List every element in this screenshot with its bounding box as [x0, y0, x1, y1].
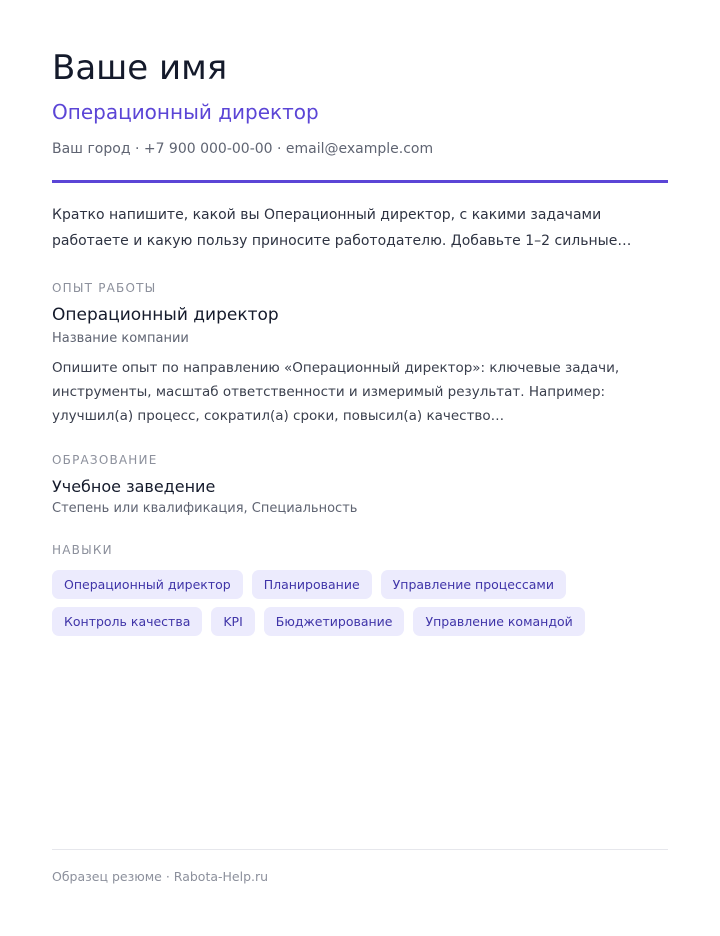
- experience-heading: ОПЫТ РАБОТЫ: [52, 281, 157, 295]
- education-heading: ОБРАЗОВАНИЕ: [52, 453, 158, 467]
- target-position: Операционный директор: [52, 100, 319, 124]
- skill-tag: Планирование: [252, 570, 372, 599]
- company-name: Название компании: [52, 331, 189, 346]
- education-school: Учебное заведение: [52, 477, 216, 496]
- footer-divider: [52, 849, 668, 850]
- skill-tag: Управление командой: [413, 607, 584, 636]
- job-title: Операционный директор: [52, 305, 279, 325]
- footer-note: Образец резюме · Rabota-Help.ru: [52, 869, 269, 884]
- skills-heading: НАВЫКИ: [52, 543, 113, 557]
- skill-tag: Операционный директор: [52, 570, 243, 599]
- resume-page: [52, 0, 668, 936]
- skill-tag: Бюджетирование: [264, 607, 405, 636]
- summary-text: Кратко напишите, какой вы Операционный директор, с какими задачами работаете и какую пользу приносите работодателю. Добавьте 1–2 сильные…: [52, 207, 632, 249]
- skills-list: [52, 570, 668, 636]
- header-divider: [52, 180, 668, 183]
- education-degree: Степень или квалификация, Специальность: [52, 501, 358, 516]
- contact-line: Ваш город · +7 900 000-00-00 · email@example.com: [52, 141, 434, 157]
- candidate-name: Ваше имя: [52, 48, 228, 88]
- skill-tag: Контроль качества: [52, 607, 202, 636]
- skill-tag: Управление процессами: [381, 570, 566, 599]
- skill-tag: KPI: [211, 607, 254, 636]
- job-description: Опишите опыт по направлению «Операционный директор»: ключевые задачи, инструменты, масштаб ответственности и измеримый результат. Например: улучшил(а) процесс, сократил(а) сроки, повысил(а) качество…: [52, 360, 620, 424]
